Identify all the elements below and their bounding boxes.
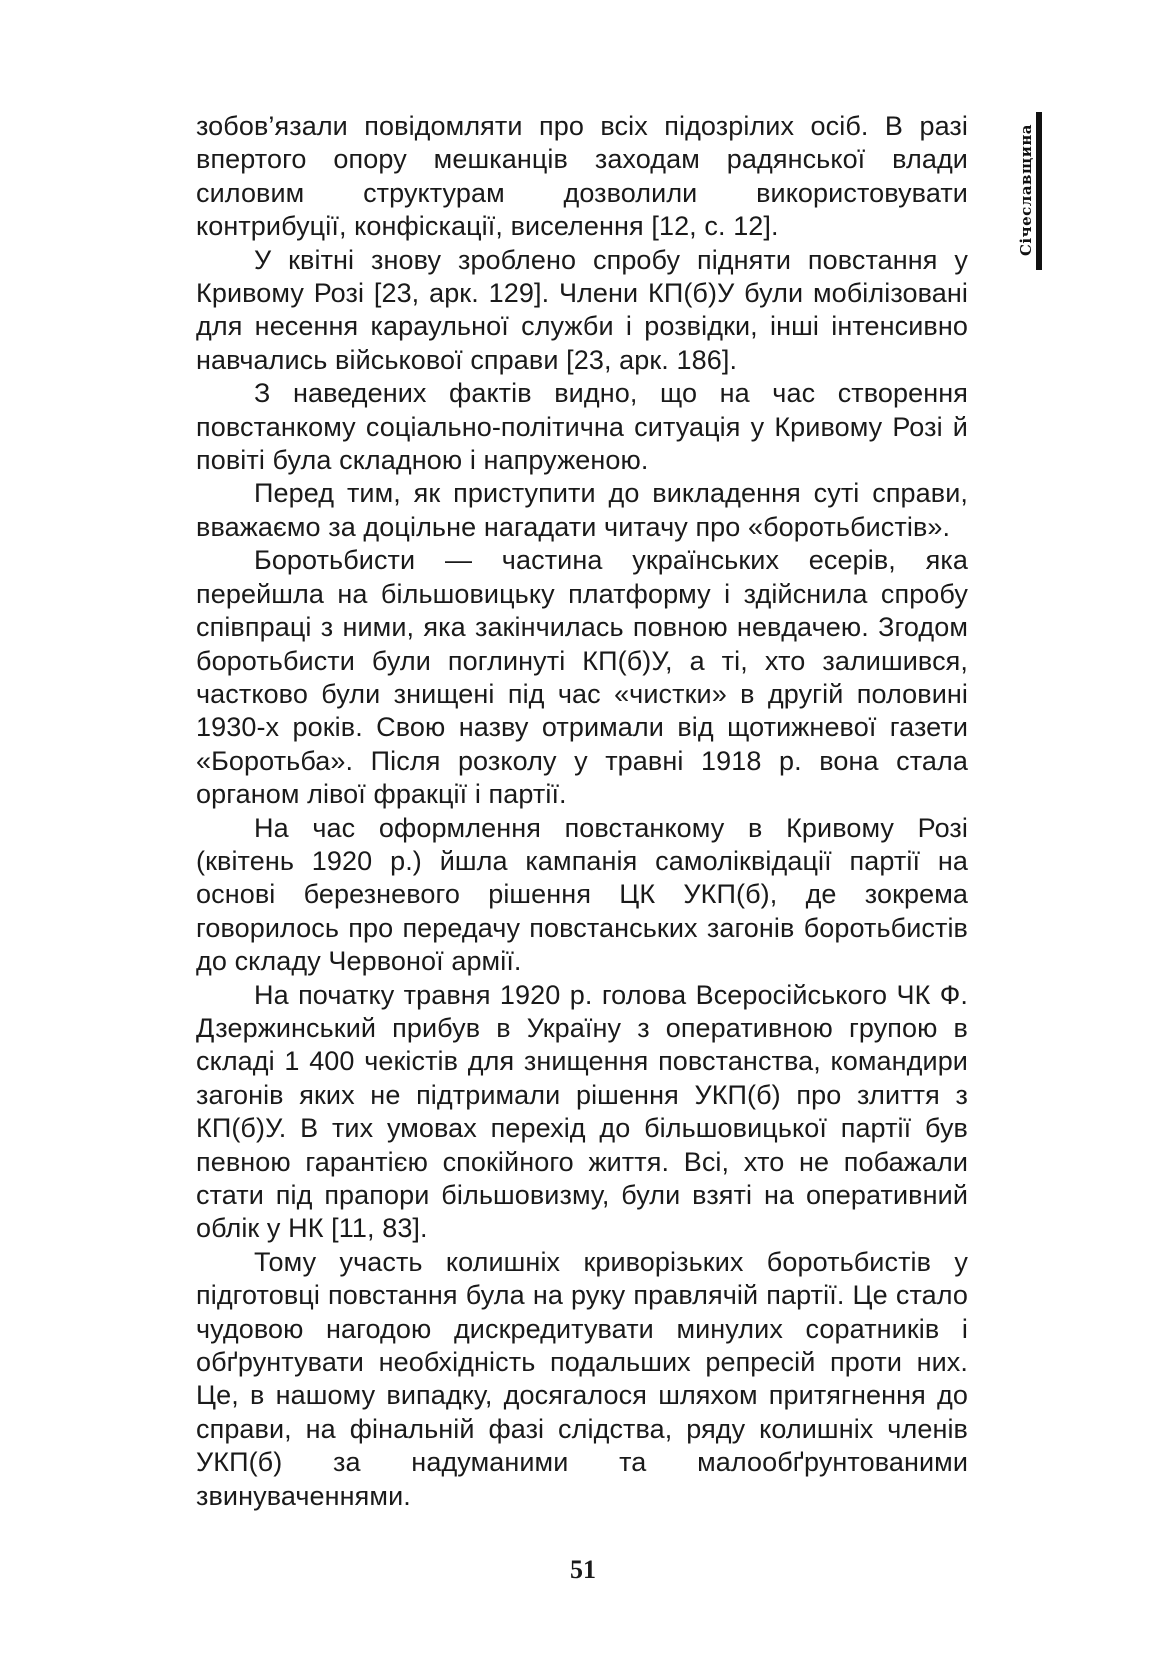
main-text — [196, 110, 968, 1513]
paragraph: Перед тим, як приступити до викладення суті справи, вважаємо за доцільне нагадати читачу про «боротьбистів». — [196, 478, 968, 542]
paragraph: Боротьбисти — частина українських есерів, яка перейшла на більшовицьку платформу і здійснила спробу співпраці з ними, яка закінчилась повною невдачею. Згодом боротьбисти були поглинуті КП(б)У, а ті, хто залишився, частково були знищені під час «чистки» в другій половині 1930-х років. Свою назву отримали від щотижневої газети «Боротьба». Після розколу у травні 1918 р. вона стала органом лівої фракції і партії. — [196, 545, 968, 810]
series-logo-bar — [1036, 112, 1042, 270]
paragraph: На початку травня 1920 р. голова Всеросійського ЧК Ф. Дзержинський прибув в Україну з оперативною групою в складі 1 400 чекістів для знищення повстанства, командири загонів яких не підтримали рішення УКП(б) про злиття з КП(б)У. В тих умовах перехід до більшовицької партії був певною гарантією спокійного життя. Всі, хто не побажали стати під прапори більшовизму, були взяті на оперативний облік у НК [11, 83]. — [196, 979, 968, 1244]
paragraph: зобов’язали повідомляти про всіх підозрілих осіб. В разі впертого опору мешканців заходам радянської влади силовим структурам дозволили використовувати контрибуції, конфіскації, виселення [12, с. 12]. — [196, 111, 968, 242]
series-logo-text: Січеславщина — [1017, 123, 1035, 257]
paragraph: З наведених фактів видно, що на час створення повстанкому соціально-політична ситуація у Кривому Розі й повіті була складною і напруженою. — [196, 378, 968, 476]
paragraph: Тому участь колишніх криворізьких боротьбистів у підготовці повстання була на руку правлячій партії. Це стало чудовою нагодою дискредитувати минулих соратників і обґрунтувати необхідність подальших репресій проти них. Це, в нашому випадку, досягалося шляхом притягнення до справи, на фінальній фазі слідства, ряду колишніх членів УКП(б) за надуманими та малообґрунтованими звинуваченнями. — [196, 1246, 968, 1511]
series-logo — [1004, 112, 1050, 270]
paragraph: На час оформлення повстанкому в Кривому Розі (квітень 1920 р.) йшла кампанія самоліквідації партії на основі березневого рішення ЦК УКП(б), де зокрема говорилось про передачу повстанських загонів боротьбистів до складу Червоної армії. — [196, 812, 968, 977]
paragraph: У квітні знову зроблено спробу підняти повстання у Кривому Розі [23, арк. 129]. Члени КП(б)У були мобілізовані для несення караульної служби і розвідки, інші інтенсивно навчались військової справи [23, арк. 186]. — [196, 244, 968, 375]
page-number: 51 — [570, 1555, 596, 1584]
